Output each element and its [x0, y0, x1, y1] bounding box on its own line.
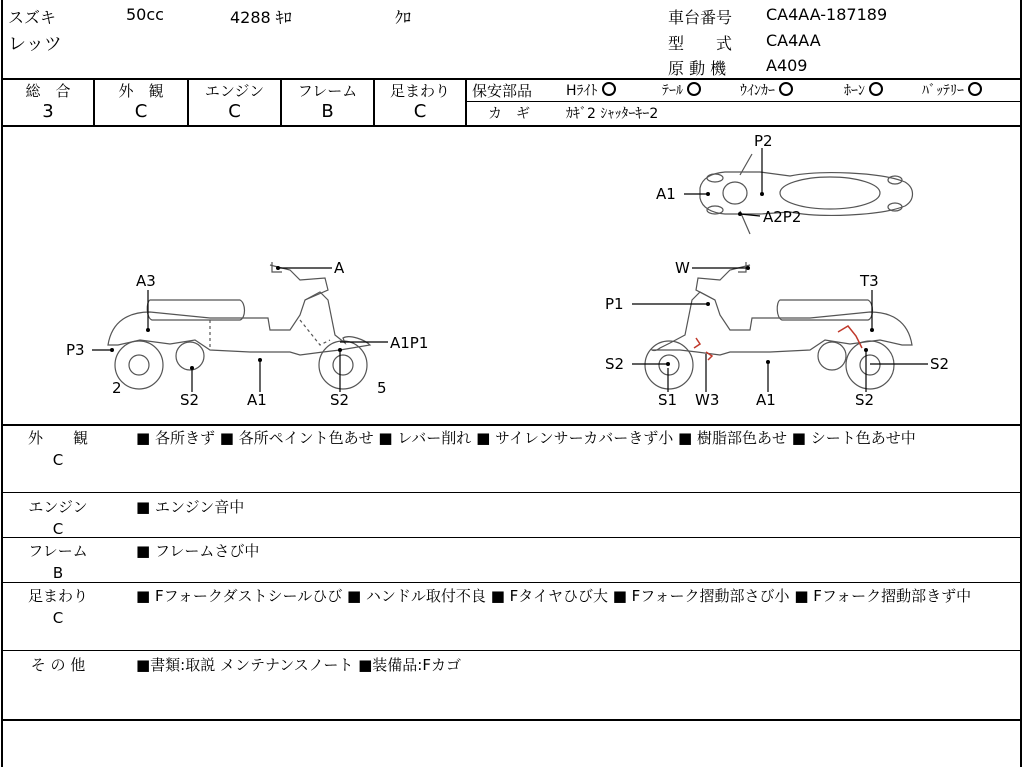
- safety-item-taillight: ﾃｰﾙ: [662, 80, 701, 100]
- safety-item-horn: ﾎｰﾝ: [844, 80, 883, 100]
- remark-text-frame: ■ フレームさび中: [136, 542, 260, 560]
- ok-circle-icon: [779, 82, 793, 96]
- key-label: カ ギ: [488, 106, 530, 122]
- grade-value-suspension: C: [413, 101, 427, 122]
- remark-text-suspension: ■ Fフォークダストシールひび ■ ハンドル取付不良 ■ Fタイヤひび大 ■ Fフォーク摺動部さび小 ■ Fフォーク摺動部きず中: [136, 587, 972, 605]
- remark-label-frame: フレーム B: [28, 542, 88, 582]
- frame-no-label: 車台番号: [668, 8, 733, 27]
- diagram-label: S2: [330, 391, 350, 409]
- diagram-label: P2: [754, 132, 773, 150]
- scooter-diagram: [0, 126, 1024, 424]
- diagram-label: A1P1: [390, 334, 429, 352]
- diagram-label: S2: [930, 355, 950, 373]
- remark-label-suspension: 足まわり C: [27, 587, 88, 627]
- divider: [1, 719, 1022, 721]
- model-name: レッツ: [8, 34, 62, 55]
- safety-item-headlight: Hﾗｲﾄ: [566, 80, 616, 100]
- divider: [466, 101, 1022, 102]
- diagram-label: T3: [860, 272, 879, 290]
- divider: [465, 78, 467, 125]
- remark-text-exterior: ■ 各所きず ■ 各所ペイント色あせ ■ レバー削れ ■ サイレンサーカバーきず小 ■ 樹脂部色あせ ■ シート色あせ中: [136, 429, 916, 447]
- remark-label-engine: エンジン C: [28, 498, 88, 538]
- divider: [3, 537, 1021, 538]
- ok-circle-icon: [968, 82, 982, 96]
- safety-item-winker: ｳｲﾝｶｰ: [740, 80, 793, 100]
- engine-label: 原 動 機: [668, 59, 727, 78]
- diagram-label: A3: [136, 272, 156, 290]
- grade-label-engine: エンジン: [204, 82, 265, 100]
- diagram-label: 2: [112, 379, 122, 397]
- diagram-label: S2: [855, 391, 875, 409]
- mileage: 4288 ｷﾛ: [230, 8, 292, 27]
- grade-value-frame: B: [321, 101, 334, 122]
- color: ｸﾛ: [395, 8, 412, 27]
- maker: スズキ: [8, 8, 57, 27]
- ok-circle-icon: [687, 82, 701, 96]
- grade-label-suspension: 足まわり: [389, 82, 450, 100]
- grade-label-exterior: 外 観: [118, 82, 164, 100]
- type: CA4AA: [766, 31, 821, 50]
- type-label: 型 式: [668, 34, 733, 53]
- divider: [3, 492, 1021, 493]
- engine: A409: [766, 56, 808, 75]
- grade-label-frame: フレーム: [297, 82, 358, 100]
- divider: [3, 582, 1021, 583]
- displacement: 50cc: [126, 5, 164, 24]
- divider: [3, 650, 1021, 651]
- grade-label-overall: 総 合: [25, 82, 71, 100]
- diagram-label: P1: [605, 295, 624, 313]
- grade-value-engine: C: [228, 101, 241, 122]
- diagram-label: A1: [656, 185, 676, 203]
- diagram-label: A2P2: [763, 208, 802, 226]
- diagram-label: 5: [377, 379, 387, 397]
- frame-no: CA4AA-187189: [766, 5, 888, 24]
- remark-text-engine: ■ エンジン音中: [136, 498, 245, 516]
- divider: [1, 424, 1022, 426]
- diagram-label: S2: [605, 355, 625, 373]
- diagram-label: S1: [658, 391, 678, 409]
- diagram-label: A1: [247, 391, 267, 409]
- grade-value-exterior: C: [134, 101, 148, 122]
- grade-value-overall: 3: [42, 101, 54, 122]
- diagram-label: S2: [180, 391, 200, 409]
- safety-label: 保安部品: [472, 82, 533, 100]
- diagram-label: P3: [66, 341, 85, 359]
- remark-label-exterior: 外 観 C: [27, 429, 88, 469]
- remark-text-other: ■書類:取説 メンテナンスノート ■装備品:Fカゴ: [136, 656, 461, 674]
- diagram-label: A: [334, 259, 345, 277]
- diagram-label: A1: [756, 391, 776, 409]
- key-value: ｶｷﾞ2 ｼｬｯﾀｰｷｰ2: [566, 106, 659, 122]
- safety-item-battery: ﾊﾞｯﾃﾘｰ: [922, 80, 982, 100]
- ok-circle-icon: [869, 82, 883, 96]
- diagram-label: W3: [695, 391, 720, 409]
- ok-circle-icon: [602, 82, 616, 96]
- remark-label-other: そ の 他: [30, 656, 86, 674]
- diagram-label: W: [675, 259, 690, 277]
